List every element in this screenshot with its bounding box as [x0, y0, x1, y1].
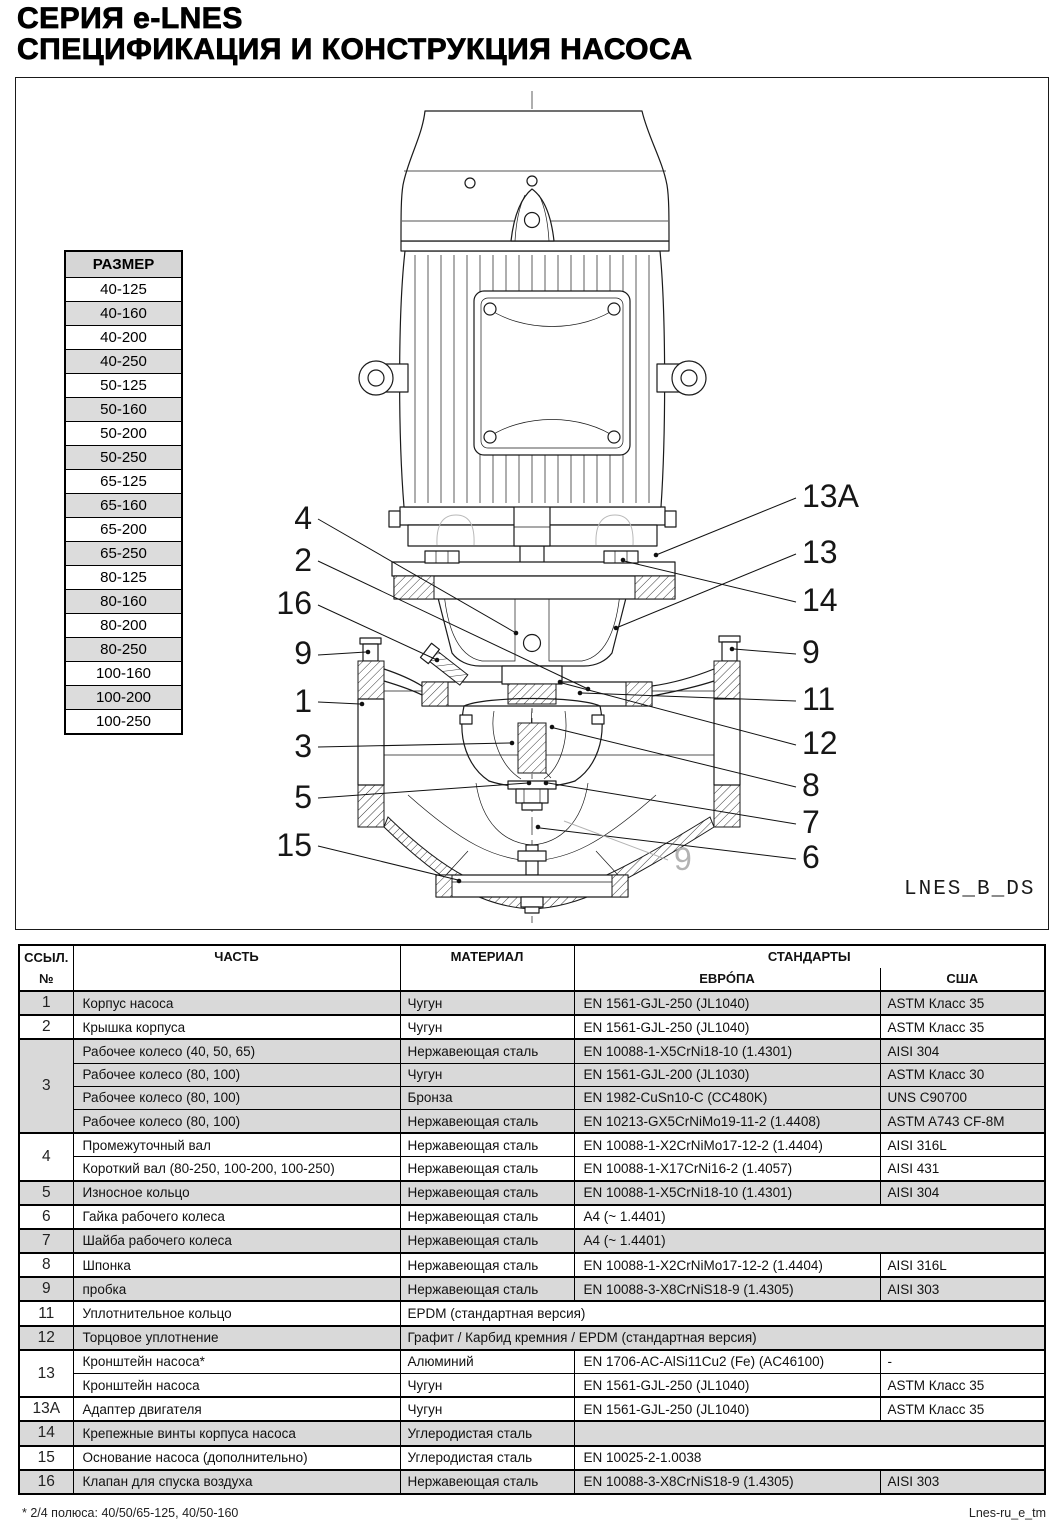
title-line-2: СПЕЦИФИКАЦИЯ И КОНСТРУКЦИЯ НАСОСА [17, 33, 693, 66]
cell-material: Графит / Карбид кремния / EPDM (стандартная версия) [400, 1326, 1045, 1350]
cell-part: Шайба рабочего колеса [73, 1229, 400, 1253]
cell-part: Рабочее колесо (80, 100) [73, 1063, 400, 1086]
parts-table-row [19, 991, 1045, 1015]
cell-material: Углеродистая сталь [400, 1421, 574, 1445]
cell-europe: EN 10088-1-X5CrNi18-10 (1.4301) [574, 1181, 880, 1205]
cell-usa: AISI 304 [880, 1039, 1045, 1063]
cell-material: Нержавеющая сталь [400, 1277, 574, 1301]
cell-material: Чугун [400, 1374, 574, 1398]
parts-table-row [19, 1039, 1045, 1063]
callout-13: 13 [802, 534, 838, 570]
cell-material: Алюминий [400, 1350, 574, 1374]
cell-europe: EN 1561-GJL-250 (JL1040) [574, 991, 880, 1015]
parts-table-row [19, 1301, 1045, 1325]
cell-material: Нержавеющая сталь [400, 1205, 574, 1229]
callout-7: 7 [802, 804, 820, 840]
cell-usa: ASTM A743 CF-8M [880, 1109, 1045, 1133]
cell-europe: EN 10088-3-X8CrNiS18-9 (1.4305) [574, 1470, 880, 1494]
parts-table-row [19, 1086, 1045, 1109]
ref-number: 11 [19, 1301, 73, 1325]
cell-usa: ASTM Класс 30 [880, 1063, 1045, 1086]
cell-usa: AISI 303 [880, 1277, 1045, 1301]
parts-table-row [19, 1205, 1045, 1229]
ref-column-header [19, 945, 73, 991]
size-table [64, 250, 183, 735]
cell-part: Торцовое уплотнение [73, 1326, 400, 1350]
title-line-1: СЕРИЯ e-LNES [17, 2, 243, 35]
size-cell: 100-250 [65, 710, 182, 735]
parts-table-row [19, 1350, 1045, 1374]
cell-usa: AISI 316L [880, 1253, 1045, 1277]
cell-usa: ASTM Класс 35 [880, 1015, 1045, 1039]
cell-material: Углеродистая сталь [400, 1446, 574, 1470]
pipe-flange-right [714, 636, 740, 827]
callout-14: 14 [802, 582, 838, 618]
cell-material: Нержавеющая сталь [400, 1039, 574, 1063]
parts-table-row [19, 1470, 1045, 1494]
cell-part: Рабочее колесо (80, 100) [73, 1109, 400, 1133]
size-cell: 40-160 [65, 302, 182, 326]
parts-table-row [19, 1015, 1045, 1039]
usa-column-header: США [880, 968, 1045, 991]
parts-table [18, 944, 1046, 1495]
cell-part: Промежуточный вал [73, 1133, 400, 1157]
parts-table-header [19, 945, 1045, 991]
size-cell: 100-160 [65, 662, 182, 686]
cell-material: Чугун [400, 991, 574, 1015]
cell-part: Крышка корпуса [73, 1015, 400, 1039]
size-cell: 50-125 [65, 374, 182, 398]
cell-usa: - [880, 1350, 1045, 1374]
cell-europe: EN 10088-1-X5CrNi18-10 (1.4301) [574, 1039, 880, 1063]
ref-number: 5 [19, 1181, 73, 1205]
cell-europe [574, 1421, 1045, 1445]
cell-europe: EN 10088-3-X8CrNiS18-9 (1.4305) [574, 1277, 880, 1301]
cell-usa: AISI 431 [880, 1157, 1045, 1181]
cell-part: Корпус насоса [73, 991, 400, 1015]
ref-number: 13 [19, 1350, 73, 1397]
callout-13A: 13A [802, 478, 859, 514]
parts-table-row [19, 1063, 1045, 1086]
ref-number: 12 [19, 1326, 73, 1350]
cell-part: Крепежные винты корпуса насоса [73, 1421, 400, 1445]
callout-9-faint: 9 [674, 841, 692, 877]
ref-number: 16 [19, 1470, 73, 1494]
size-cell: 80-250 [65, 638, 182, 662]
cell-europe: EN 10088-1-X17CrNi16-2 (1.4057) [574, 1157, 880, 1181]
cell-material: Нержавеющая сталь [400, 1109, 574, 1133]
cell-material: Нержавеющая сталь [400, 1470, 574, 1494]
parts-table-row [19, 1133, 1045, 1157]
size-cell: 80-200 [65, 614, 182, 638]
pump-bracket [436, 590, 628, 666]
size-cell: 50-250 [65, 446, 182, 470]
impeller-nut-and-base [436, 781, 628, 913]
cell-usa: ASTM Класс 35 [880, 1397, 1045, 1421]
ref-number: 1 [19, 991, 73, 1015]
callout-15: 15 [276, 827, 312, 863]
cell-part: Рабочее колесо (40, 50, 65) [73, 1039, 400, 1063]
cell-part: Основание насоса (дополнительно) [73, 1446, 400, 1470]
cell-europe: EN 1982-CuSn10-C (CC480K) [574, 1086, 880, 1109]
parts-table-row [19, 1421, 1045, 1445]
cell-material: Нержавеющая сталь [400, 1133, 574, 1157]
cell-europe: A4 (~ 1.4401) [574, 1229, 1045, 1253]
size-cell: 40-250 [65, 350, 182, 374]
ref-number: 6 [19, 1205, 73, 1229]
size-cell: 65-200 [65, 518, 182, 542]
parts-table-row [19, 1374, 1045, 1398]
drawing-frame [15, 77, 1049, 930]
cell-part: Шпонка [73, 1253, 400, 1277]
cell-europe: EN 1561-GJL-250 (JL1040) [574, 1374, 880, 1398]
pipe-flange-left [358, 638, 384, 827]
cell-part: Короткий вал (80-250, 100-200, 100-250) [73, 1157, 400, 1181]
cell-part: Клапан для спуска воздуха [73, 1470, 400, 1494]
part-column-header: ЧАСТЬ [73, 945, 400, 991]
cell-material: Бронза [400, 1086, 574, 1109]
parts-table-row [19, 1446, 1045, 1470]
cell-material: Чугун [400, 1063, 574, 1086]
ref-number: 4 [19, 1133, 73, 1180]
size-cell: 65-125 [65, 470, 182, 494]
parts-table-row [19, 1326, 1045, 1350]
page-title [17, 3, 693, 65]
parts-table-row [19, 1229, 1045, 1253]
size-cell: 40-200 [65, 326, 182, 350]
ref-number: 15 [19, 1446, 73, 1470]
callout-1: 1 [294, 683, 312, 719]
ref-number: 13A [19, 1397, 73, 1421]
callout-4: 4 [294, 500, 312, 536]
cell-part: Кронштейн насоса [73, 1374, 400, 1398]
document-code: Lnes-ru_e_tm [968, 1506, 1046, 1520]
size-cell: 50-160 [65, 398, 182, 422]
footnote: * 2/4 полюса: 40/50/65-125, 40/50-160 [22, 1506, 239, 1520]
cell-material: Нержавеющая сталь [400, 1181, 574, 1205]
standards-column-header: СТАНДАРТЫ [574, 945, 1045, 968]
cell-part: Износное кольцо [73, 1181, 400, 1205]
parts-table-row [19, 1253, 1045, 1277]
europe-column-header: ЕВРÓПА [574, 968, 880, 991]
cell-material: Нержавеющая сталь [400, 1253, 574, 1277]
callout-3: 3 [294, 728, 312, 764]
cell-material: Чугун [400, 1397, 574, 1421]
callout-12: 12 [802, 725, 838, 761]
motor-fan-cover [401, 111, 669, 251]
cell-part: Рабочее колесо (80, 100) [73, 1086, 400, 1109]
size-cell: 80-160 [65, 590, 182, 614]
cell-europe: EN 10088-1-X2CrNiMo17-12-2 (1.4404) [574, 1133, 880, 1157]
size-table-header: РАЗМЕР [65, 251, 182, 278]
ref-header-top: ССЫЛ. [24, 950, 69, 965]
parts-table-row [19, 1157, 1045, 1181]
cell-part: пробка [73, 1277, 400, 1301]
cell-europe: EN 10213-GX5CrNiMo19-11-2 (1.4408) [574, 1109, 880, 1133]
parts-table-row [19, 1109, 1045, 1133]
parts-table-row [19, 1277, 1045, 1301]
parts-table-row [19, 1397, 1045, 1421]
impeller [460, 699, 604, 788]
terminal-box [474, 291, 630, 455]
ref-number: 9 [19, 1277, 73, 1301]
size-cell: 100-200 [65, 686, 182, 710]
lifting-eyebolt-left [359, 361, 408, 395]
parts-table-row [19, 1181, 1045, 1205]
cell-europe: EN 10025-2-1.0038 [574, 1446, 1045, 1470]
cell-europe: EN 1561-GJL-200 (JL1030) [574, 1063, 880, 1086]
size-cell: 65-250 [65, 542, 182, 566]
lifting-eyebolt-right [657, 361, 706, 395]
parts-table-wrapper [18, 944, 1046, 1495]
cell-europe: EN 1561-GJL-250 (JL1040) [574, 1397, 880, 1421]
ref-header-bottom: № [39, 971, 54, 986]
cell-usa: ASTM Класс 35 [880, 991, 1045, 1015]
cell-usa: AISI 316L [880, 1133, 1045, 1157]
callout-2: 2 [294, 542, 312, 578]
ref-number: 7 [19, 1229, 73, 1253]
cell-europe: EN 1706-AC-AlSi11Cu2 (Fe) (AC46100) [574, 1350, 880, 1374]
callout-8: 8 [802, 767, 820, 803]
ref-number: 2 [19, 1015, 73, 1039]
cell-europe: EN 1561-GJL-250 (JL1040) [574, 1015, 880, 1039]
callout-16: 16 [276, 585, 312, 621]
callout-6: 6 [802, 839, 820, 875]
size-cell: 50-200 [65, 422, 182, 446]
callout-5: 5 [294, 779, 312, 815]
cell-usa: AISI 304 [880, 1181, 1045, 1205]
drawing-code: LNES_B_DS [904, 878, 1036, 901]
cell-europe: A4 (~ 1.4401) [574, 1205, 1045, 1229]
ref-number: 3 [19, 1039, 73, 1133]
cell-europe: EN 10088-1-X2CrNiMo17-12-2 (1.4404) [574, 1253, 880, 1277]
cell-part: Кронштейн насоса* [73, 1350, 400, 1374]
callout-9-right: 9 [802, 634, 820, 670]
cell-material: Чугун [400, 1015, 574, 1039]
size-cell: 40-125 [65, 278, 182, 302]
callout-11: 11 [802, 681, 836, 717]
cell-usa: AISI 303 [880, 1470, 1045, 1494]
size-table-body [65, 278, 182, 735]
cell-material: Нержавеющая сталь [400, 1157, 574, 1181]
cell-usa: UNS C90700 [880, 1086, 1045, 1109]
ref-number: 8 [19, 1253, 73, 1277]
cell-material: EPDM (стандартная версия) [400, 1301, 1045, 1325]
parts-table-body [19, 991, 1045, 1494]
cell-part: Адаптер двигателя [73, 1397, 400, 1421]
callout-9-left: 9 [294, 635, 312, 671]
ref-number: 14 [19, 1421, 73, 1445]
cell-part: Гайка рабочего колеса [73, 1205, 400, 1229]
cell-material: Нержавеющая сталь [400, 1229, 574, 1253]
material-column-header: МАТЕРИАЛ [400, 945, 574, 991]
cell-usa: ASTM Класс 35 [880, 1374, 1045, 1398]
cell-part: Уплотнительное кольцо [73, 1301, 400, 1325]
size-cell: 80-125 [65, 566, 182, 590]
size-cell: 65-160 [65, 494, 182, 518]
